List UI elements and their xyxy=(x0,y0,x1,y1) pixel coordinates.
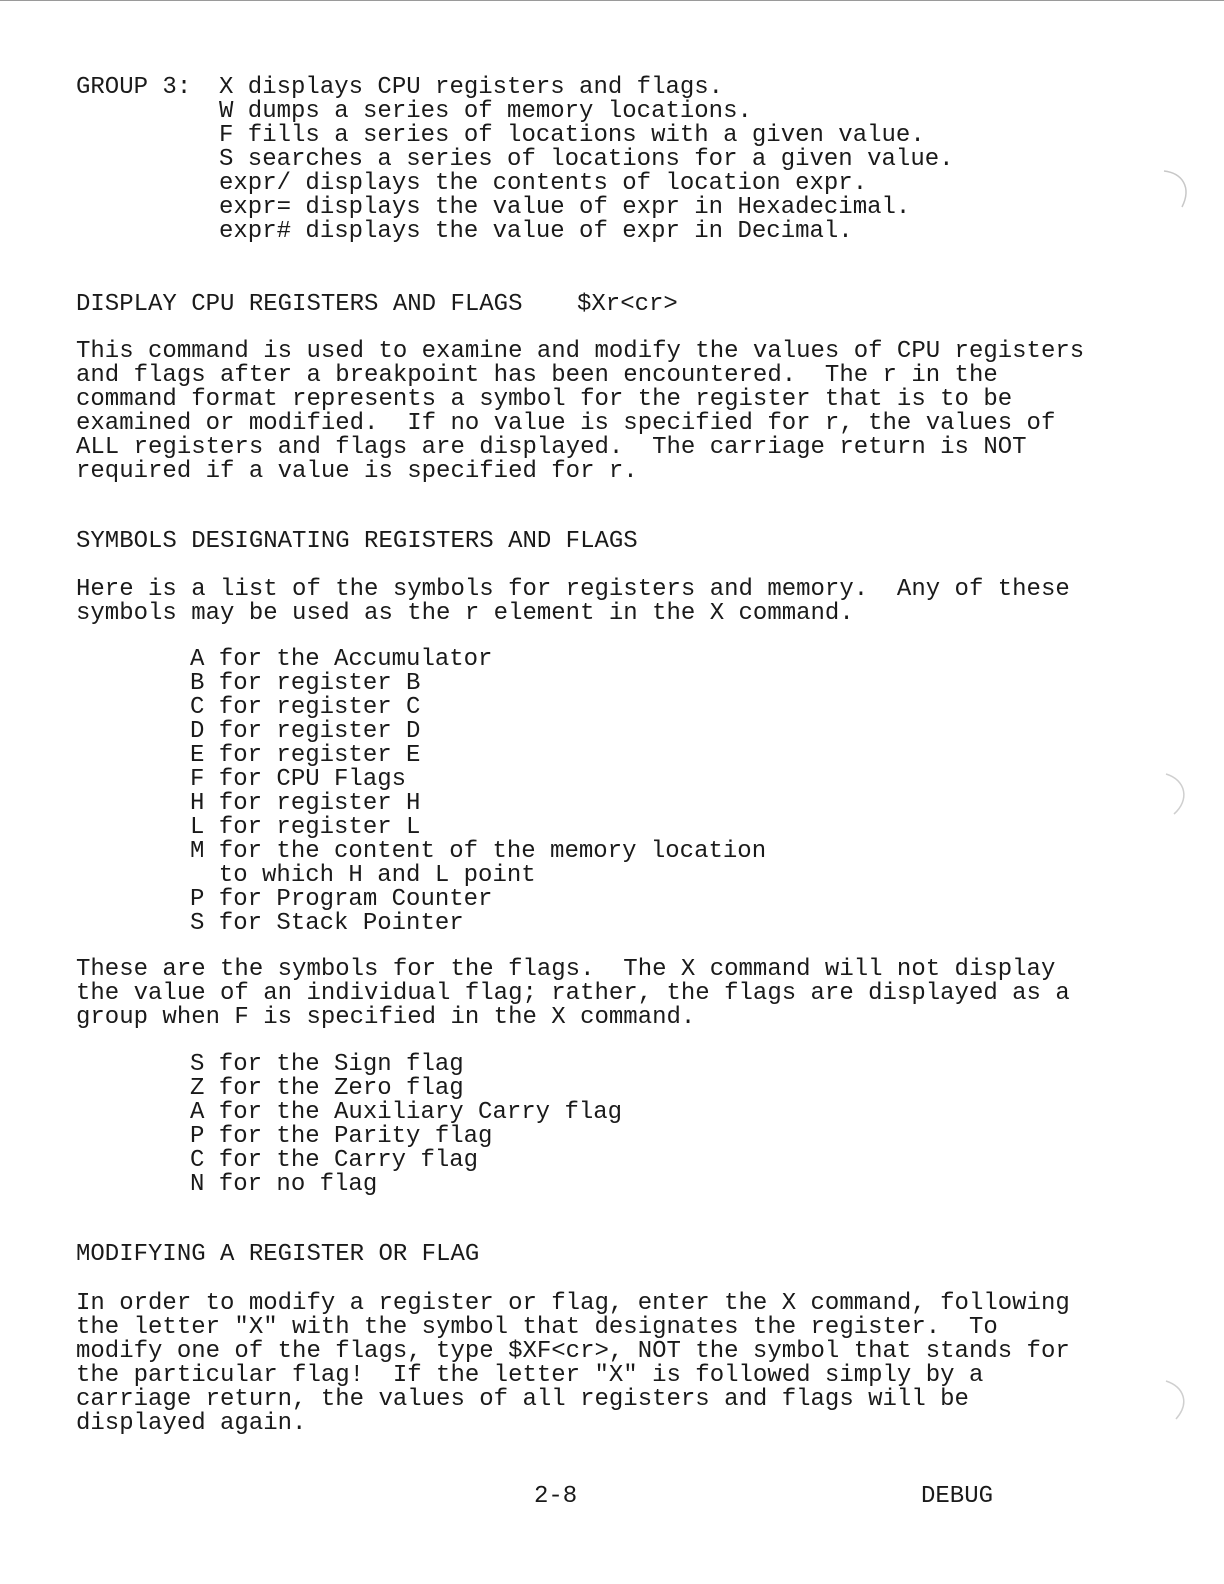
paragraph-line: modify one of the flags, type $XF<cr>, NOT the symbol that stands for xyxy=(76,1338,1070,1365)
display-paragraph xyxy=(76,340,1084,484)
group3-command-list xyxy=(219,76,954,244)
paragraph-line: the letter "X" with the symbol that designates the register. To xyxy=(76,1314,998,1341)
paragraph-line: Here is a list of the symbols for registers and memory. Any of these xyxy=(76,576,1070,603)
flag-symbol-item: N for no flag xyxy=(190,1171,378,1198)
register-symbol-item: H for register H xyxy=(190,790,421,817)
binder-hole-mark xyxy=(1160,770,1200,820)
register-symbol-item: D for register D xyxy=(190,718,421,745)
register-symbol-item: E for register E xyxy=(190,742,421,769)
paragraph-line: group when F is specified in the X command. xyxy=(76,1004,696,1031)
modify-paragraph xyxy=(76,1292,1070,1436)
paragraph-line: and flags after a breakpoint has been encountered. The r in the xyxy=(76,362,998,389)
paragraph-line: the particular flag! If the letter "X" is followed simply by a xyxy=(76,1362,984,1389)
flag-symbol-item: A for the Auxiliary Carry flag xyxy=(190,1099,623,1126)
paragraph-line: These are the symbols for the flags. The X command will not display xyxy=(76,956,1056,983)
register-symbol-item: P for Program Counter xyxy=(190,886,493,913)
page-top-edge xyxy=(0,0,1224,1)
symbols-intro xyxy=(76,578,1070,626)
paragraph-line: carriage return, the values of all registers and flags will be xyxy=(76,1386,969,1413)
flags-intro xyxy=(76,958,1070,1030)
flag-symbol-item: C for the Carry flag xyxy=(190,1147,479,1174)
group3-line: X displays CPU registers and flags. xyxy=(219,74,724,101)
paragraph-line: In order to modify a register or flag, enter the X command, following xyxy=(76,1290,1070,1317)
paragraph-line: displayed again. xyxy=(76,1410,307,1437)
paragraph-line: command format represents a symbol for the register that is to be xyxy=(76,386,1013,413)
group3-label: GROUP 3: xyxy=(76,74,192,101)
register-symbol-item: M for the content of the memory location xyxy=(190,838,767,865)
register-symbol-item: F for CPU Flags xyxy=(190,766,407,793)
flag-symbol-list xyxy=(190,1053,622,1197)
register-symbol-item: to which H and L point xyxy=(190,862,536,889)
command-syntax: $Xr<cr> xyxy=(577,291,678,318)
page-number: 2-8 xyxy=(534,1483,578,1510)
section-heading-modify: MODIFYING A REGISTER OR FLAG xyxy=(76,1241,480,1268)
register-symbol-item: A for the Accumulator xyxy=(190,646,493,673)
paragraph-line: the value of an individual flag; rather, the flags are displayed as a xyxy=(76,980,1070,1007)
flag-symbol-item: Z for the Zero flag xyxy=(190,1075,464,1102)
flag-symbol-item: P for the Parity flag xyxy=(190,1123,493,1150)
group3-line: S searches a series of locations for a given value. xyxy=(219,146,954,173)
section-heading-display: DISPLAY CPU REGISTERS AND FLAGS xyxy=(76,291,523,318)
group3-line: expr/ displays the contents of location expr. xyxy=(219,170,868,197)
footer-section-label: DEBUG xyxy=(921,1483,994,1510)
register-symbol-item: B for register B xyxy=(190,670,421,697)
paragraph-line: This command is used to examine and modify the values of CPU registers xyxy=(76,338,1085,365)
paragraph-line: symbols may be used as the r element in the X command. xyxy=(76,600,854,627)
binder-hole-mark xyxy=(1160,1375,1200,1425)
register-symbol-item: L for register L xyxy=(190,814,421,841)
paragraph-line: examined or modified. If no value is specified for r, the values of xyxy=(76,410,1056,437)
register-symbol-item: S for Stack Pointer xyxy=(190,910,464,937)
flag-symbol-item: S for the Sign flag xyxy=(190,1051,464,1078)
paragraph-line: ALL registers and flags are displayed. The carriage return is NOT xyxy=(76,434,1027,461)
group3-line: F fills a series of locations with a given value. xyxy=(219,122,925,149)
register-symbol-list xyxy=(190,648,766,936)
section-heading-symbols: SYMBOLS DESIGNATING REGISTERS AND FLAGS xyxy=(76,528,638,555)
paragraph-line: required if a value is specified for r. xyxy=(76,458,638,485)
group3-line: expr# displays the value of expr in Decimal. xyxy=(219,218,853,245)
register-symbol-item: C for register C xyxy=(190,694,421,721)
group3-line: W dumps a series of memory locations. xyxy=(219,98,752,125)
binder-hole-mark xyxy=(1160,165,1200,215)
group3-line: expr= displays the value of expr in Hexadecimal. xyxy=(219,194,911,221)
